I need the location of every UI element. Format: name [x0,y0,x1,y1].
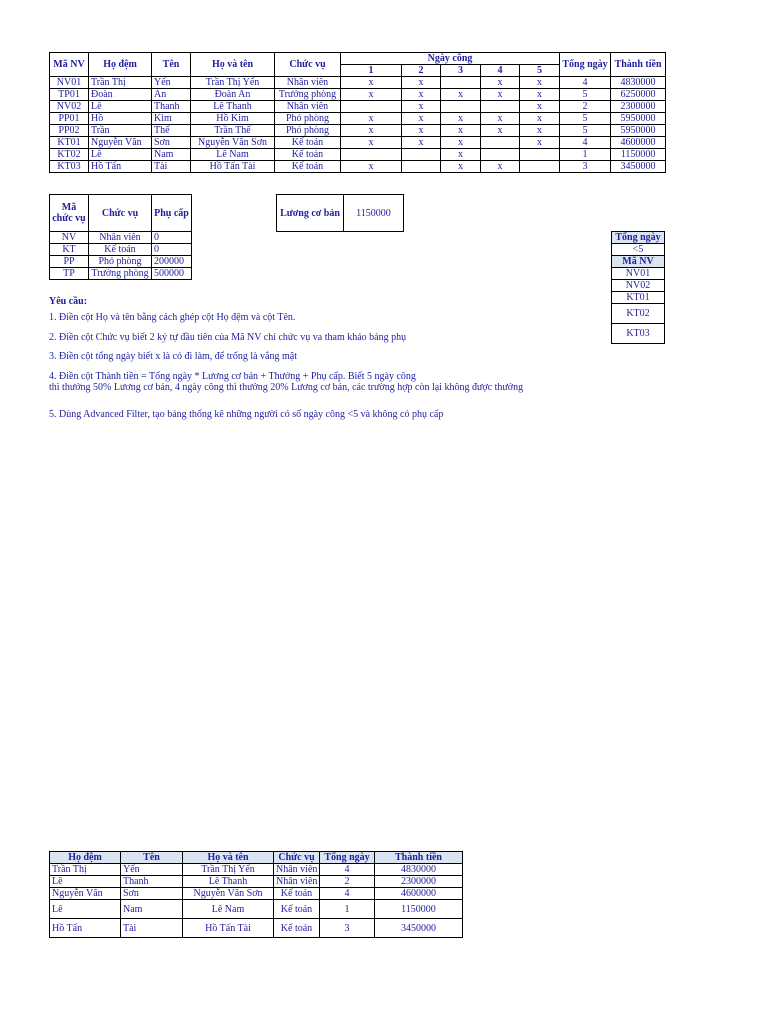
cell-ten: Kim [152,113,191,125]
cell-day: x [481,89,520,101]
table-row [50,900,463,919]
cell-ma-chuc-vu: NV [50,232,89,244]
cell-chuc-vu: Phó phòng [275,113,341,125]
result-header-ho-ten: Họ và tên [183,852,274,864]
cell-ten: Sơn [121,888,183,900]
cell-day: x [341,77,402,89]
result-table [49,851,463,938]
cell-day: x [520,89,560,101]
requirement-item: 2. Điền cột Chức vụ biết 2 ký tự đầu tiên của Mã NV chỉ chức vụ va tham khảo bảng phụ [49,332,407,343]
cell-tong-ngay: 1 [320,900,375,919]
cell-thanh-tien: 2300000 [375,876,463,888]
criteria-ma-nv-label: Mã NV [612,256,665,268]
cell-ho-ten: Đoàn An [191,89,275,101]
requirement-item: 5. Dùng Advanced Filter, tạo bảng thống kê những người có số ngày công <5 và không có phụ cấp [49,409,444,420]
criteria-value: KT01 [612,292,665,304]
cell-day: x [520,125,560,137]
header-ho-ten: Họ và tên [191,53,275,77]
header-thanh-tien: Thành tiền [611,53,666,77]
cell-day: x [481,113,520,125]
cell-day [341,101,402,113]
table-row [50,268,192,280]
cell-thanh-tien: 4600000 [375,888,463,900]
cell-phu-cap: 500000 [152,268,192,280]
cell-day: x [341,113,402,125]
cell-thanh-tien: 4600000 [611,137,666,149]
header-ho-dem: Họ đệm [89,53,152,77]
cell-day: x [520,77,560,89]
requirement-item: 4. Điền cột Thành tiền = Tổng ngày * Lương cơ bản + Thưởng + Phụ cấp. Biết 5 ngày công [49,371,416,382]
cell-day [402,161,441,173]
cell-day: x [441,125,481,137]
cell-tong-ngay: 4 [560,77,611,89]
cell-ma-nv: NV01 [50,77,89,89]
requirement-item: thì thưởng 50% Lương cơ bản, 4 ngày công thì thưởng 20% Lương cơ bản, các trường hợp còn lại không được thưởng [49,382,524,393]
header-tong-ngay: Tổng ngày [560,53,611,77]
cell-thanh-tien: 3450000 [375,919,463,938]
cell-ho-ten: Lê Thanh [183,876,274,888]
cell-ma-chuc-vu: PP [50,256,89,268]
cell-day: x [481,125,520,137]
criteria-tong-ngay-label: Tổng ngày [612,232,665,244]
table-row [50,101,666,113]
cell-chuc-vu: Kế toán [275,149,341,161]
cell-ho-ten: Nguyễn Văn Sơn [191,137,275,149]
cell-tong-ngay: 4 [320,864,375,876]
cell-ho-dem: Lê [89,149,152,161]
cell-ma-nv: KT01 [50,137,89,149]
cell-day [441,101,481,113]
header-day: 2 [402,65,441,77]
cell-thanh-tien: 5950000 [611,113,666,125]
cell-phu-cap: 0 [152,232,192,244]
table-row [50,89,666,101]
table-row [50,161,666,173]
cell-day: x [341,125,402,137]
cell-ma-chuc-vu: TP [50,268,89,280]
cell-phu-cap: 200000 [152,256,192,268]
cell-thanh-tien: 1150000 [375,900,463,919]
cell-phu-cap: 0 [152,244,192,256]
criteria-value: NV02 [612,280,665,292]
cell-ho-dem: Nguyễn Văn [89,137,152,149]
criteria-value: KT02 [612,304,665,324]
cell-day [520,161,560,173]
table-row [50,876,463,888]
cell-ho-ten: Trần Thị Yến [183,864,274,876]
header-ten: Tên [152,53,191,77]
criteria-table [611,231,665,344]
cell-day: x [402,77,441,89]
cell-ho-ten: Trần Thế [191,125,275,137]
cell-ho-dem: Trần Thị [89,77,152,89]
header-ma-nv: Mã NV [50,53,89,77]
cell-tong-ngay: 4 [560,137,611,149]
header-ngay-cong: Ngày công [341,53,560,65]
result-header-ten: Tên [121,852,183,864]
cell-day: x [520,101,560,113]
result-header-tong-ngay: Tổng ngày [320,852,375,864]
cell-day [402,149,441,161]
cell-chuc-vu: Nhân viên [274,876,320,888]
result-header-thanh-tien: Thành tiền [375,852,463,864]
cell-day [481,137,520,149]
cell-thanh-tien: 6250000 [611,89,666,101]
criteria-tong-ngay-value: <5 [612,244,665,256]
cell-ho-ten: Lê Nam [183,900,274,919]
table-row [50,888,463,900]
cell-chuc-vu: Kế toán [89,244,152,256]
cell-thanh-tien: 4830000 [611,77,666,89]
cell-ten: Thanh [121,876,183,888]
cell-day: x [520,137,560,149]
table-row [50,149,666,161]
cell-thanh-tien: 4830000 [375,864,463,876]
cell-ma-chuc-vu: KT [50,244,89,256]
cell-day: x [402,137,441,149]
cell-chuc-vu: Nhân viên [275,77,341,89]
cell-chuc-vu: Nhân viên [89,232,152,244]
cell-ho-dem: Trần Thị [50,864,121,876]
table-row [50,113,666,125]
table-row [50,256,192,268]
cell-ten: Yến [121,864,183,876]
header-phu-cap: Phụ cấp [152,195,192,232]
cell-ten: Tài [121,919,183,938]
cell-day: x [441,137,481,149]
cell-chuc-vu: Kế toán [275,161,341,173]
cell-ho-ten: Hồ Tấn Tài [191,161,275,173]
cell-day: x [402,125,441,137]
cell-chuc-vu: Phó phòng [275,125,341,137]
base-salary-label: Lương cơ bản [277,195,344,232]
cell-day: x [481,77,520,89]
cell-chuc-vu: Nhân viên [274,864,320,876]
cell-ho-ten: Nguyễn Văn Sơn [183,888,274,900]
cell-day [481,149,520,161]
cell-tong-ngay: 2 [560,101,611,113]
header-chuc-vu: Chức vụ [275,53,341,77]
cell-ten: An [152,89,191,101]
cell-tong-ngay: 3 [560,161,611,173]
cell-day [481,101,520,113]
cell-ho-ten: Hồ Kim [191,113,275,125]
position-table-body [50,232,192,280]
cell-tong-ngay: 4 [320,888,375,900]
base-salary-table [276,194,404,232]
cell-chuc-vu: Kế toán [274,900,320,919]
table-row [50,137,666,149]
requirement-item: 3. Điền cột tổng ngày biết x là có đi làm, để trống là vắng mặt [49,351,297,362]
cell-ma-nv: KT02 [50,149,89,161]
cell-thanh-tien: 5950000 [611,125,666,137]
cell-day: x [341,137,402,149]
position-table [49,194,192,280]
table-row [50,244,192,256]
cell-day: x [402,89,441,101]
cell-day: x [441,161,481,173]
cell-ten: Thế [152,125,191,137]
cell-ho-dem: Hồ Tấn [89,161,152,173]
result-table-body [50,864,463,938]
cell-thanh-tien: 3450000 [611,161,666,173]
cell-ho-ten: Lê Nam [191,149,275,161]
cell-chuc-vu: Phó phòng [89,256,152,268]
cell-day: x [441,149,481,161]
cell-ma-nv: TP01 [50,89,89,101]
cell-ho-dem: Lê [50,876,121,888]
base-salary-value: 1150000 [344,195,404,232]
cell-chuc-vu: Kế toán [275,137,341,149]
cell-day: x [341,161,402,173]
header-day: 3 [441,65,481,77]
result-header-chuc-vu: Chức vụ [274,852,320,864]
cell-tong-ngay: 2 [320,876,375,888]
cell-day [341,149,402,161]
header-ma-chuc-vu: Mã chức vụ [50,195,89,232]
cell-chuc-vu: Trưởng phòng [89,268,152,280]
cell-day: x [402,101,441,113]
cell-ten: Nam [152,149,191,161]
cell-ma-nv: KT03 [50,161,89,173]
cell-day: x [441,89,481,101]
cell-chuc-vu: Kế toán [274,888,320,900]
cell-ho-dem: Nguyễn Văn [50,888,121,900]
main-table-body [50,77,666,173]
cell-ho-ten: Trần Thị Yến [191,77,275,89]
cell-ho-dem: Lê [50,900,121,919]
cell-day [441,77,481,89]
requirement-item: 1. Điền cột Họ và tên bằng cách ghép cột Họ đệm và cột Tên. [49,312,296,323]
cell-ten: Tài [152,161,191,173]
cell-day: x [520,113,560,125]
table-row [50,125,666,137]
cell-ma-nv: PP01 [50,113,89,125]
header-chuc-vu: Chức vụ [89,195,152,232]
cell-day [520,149,560,161]
header-day: 4 [481,65,520,77]
cell-ten: Thanh [152,101,191,113]
cell-ten: Yến [152,77,191,89]
cell-thanh-tien: 2300000 [611,101,666,113]
cell-day: x [441,113,481,125]
cell-ho-ten: Hồ Tấn Tài [183,919,274,938]
table-row [50,232,192,244]
cell-tong-ngay: 5 [560,113,611,125]
header-day: 5 [520,65,560,77]
cell-tong-ngay: 5 [560,89,611,101]
cell-ho-dem: Trần [89,125,152,137]
table-row [50,77,666,89]
cell-tong-ngay: 1 [560,149,611,161]
main-table [49,52,666,173]
header-day: 1 [341,65,402,77]
cell-ma-nv: PP02 [50,125,89,137]
criteria-value: KT03 [612,324,665,344]
cell-day: x [402,113,441,125]
table-row [50,864,463,876]
cell-chuc-vu: Trưởng phòng [275,89,341,101]
cell-tong-ngay: 5 [560,125,611,137]
cell-ten: Sơn [152,137,191,149]
cell-ma-nv: NV02 [50,101,89,113]
cell-ho-dem: Hồ Tấn [50,919,121,938]
criteria-value: NV01 [612,268,665,280]
cell-chuc-vu: Kế toán [274,919,320,938]
cell-day: x [341,89,402,101]
table-row [50,919,463,938]
cell-ho-dem: Lê [89,101,152,113]
cell-ho-dem: Hồ [89,113,152,125]
cell-ho-dem: Đoàn [89,89,152,101]
cell-ho-ten: Lê Thanh [191,101,275,113]
cell-thanh-tien: 1150000 [611,149,666,161]
result-header-ho-dem: Họ đệm [50,852,121,864]
cell-day: x [481,161,520,173]
cell-chuc-vu: Nhân viên [275,101,341,113]
cell-ten: Nam [121,900,183,919]
requirements-title: Yêu cầu: [49,296,88,307]
cell-tong-ngay: 3 [320,919,375,938]
